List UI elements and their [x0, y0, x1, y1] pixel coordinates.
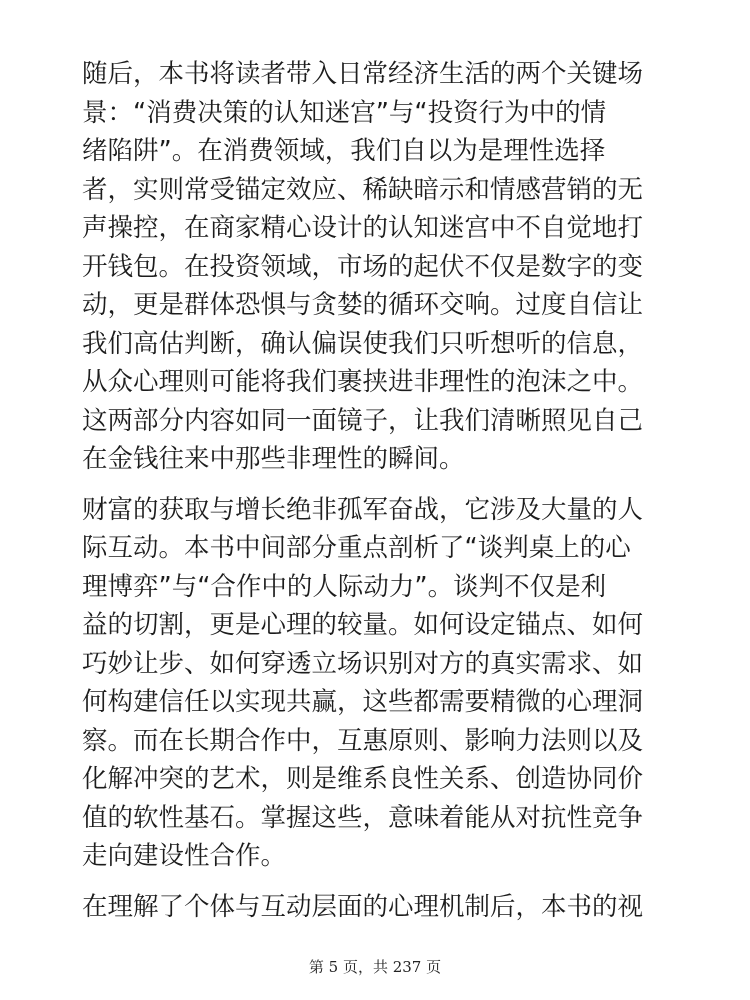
text-line: 在金钱往来中那些非理性的瞬间。	[82, 444, 465, 474]
text-line: 这两部分内容如同一面镜子，让我们清晰照见自己	[82, 405, 644, 436]
text-line: 财富的获取与增长绝非孤军奋战，它涉及大量的人	[82, 494, 644, 525]
text-line: 在理解了个体与互动层面的心理机制后，本书的视	[82, 891, 644, 922]
text-line: 绪陷阱”。在消费领域，我们自以为是理性选择	[82, 136, 606, 166]
text-line: 巧妙让步、如何穿透立场识别对方的真实需求、如	[82, 648, 644, 679]
text-line: 者，实则常受锚定效应、稀缺暗示和情感营销的无	[82, 174, 644, 205]
page-number-footer: 第 5 页，共 237 页	[308, 958, 442, 976]
text-line: 化解冲突的艺术，则是维系良性关系、创造协同价	[82, 764, 644, 794]
paragraph-3	[82, 888, 672, 927]
text-line: 益的切割，更是心理的较量。如何设定锚点、如何	[82, 610, 644, 640]
text-line: 理博弈”与“合作中的人际动力”。谈判不仅是利	[82, 571, 607, 602]
text-line: 际互动。本书中间部分重点剖析了“谈判桌上的心	[82, 533, 631, 563]
paragraph-1	[82, 55, 672, 479]
text-line: 我们高估判断，确认偏误使我们只听想听的信息，	[82, 328, 644, 359]
text-line: 从众心理则可能将我们裹挟进非理性的泡沫之中。	[82, 367, 644, 397]
text-line: 景：“消费决策的认知迷宫”与“投资行为中的情	[82, 97, 607, 128]
text-line: 走向建设性合作。	[82, 841, 287, 871]
text-line: 开钱包。在投资领域，市场的起伏不仅是数字的变	[82, 251, 644, 282]
paragraph-2	[82, 491, 672, 876]
text-line: 动，更是群体恐惧与贪婪的循环交响。过度自信让	[82, 290, 644, 320]
text-line: 察。而在长期合作中，互惠原则、影响力法则以及	[82, 725, 644, 756]
text-line: 随后，本书将读者带入日常经济生活的两个关键场	[82, 59, 644, 89]
page-body	[82, 55, 672, 938]
text-line: 值的软性基石。掌握这些，意味着能从对抗性竞争	[82, 802, 644, 833]
text-line: 何构建信任以实现共赢，这些都需要精微的心理洞	[82, 687, 644, 717]
text-line: 声操控，在商家精心设计的认知迷宫中不自觉地打	[82, 213, 644, 243]
